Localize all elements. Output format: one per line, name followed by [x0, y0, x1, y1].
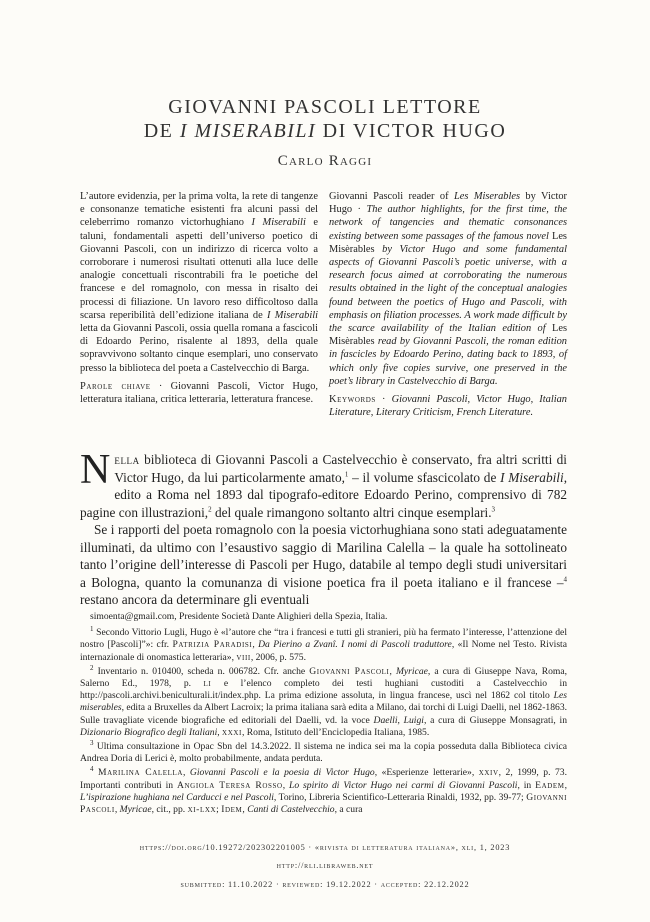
- footnote-ref-1[interactable]: 1: [344, 470, 349, 479]
- author-name: Carlo Raggi: [277, 153, 373, 169]
- abstract-english: [329, 190, 567, 419]
- abstract-italian-text: L’autore evidenzia, per la prima volta, la rete di tangenze e consonanze tematiche esistenti fra alcuni passi del celeberrimo romanzo victorhughiano I Miserabili e taluni, fondamentali aspetti dell’universo poetico di Giovanni Pascoli, con un indirizzo di ricerca volto a corroborare i numerosi risultati ottenuti alla luce delle analogie concettuali riscontrabili fra le poetiche del francese e del romagnolo, con messa in risalto dei processi di filiazione. Un lavoro reso difficoltoso dalla scarsa reperibilità dell’edizione italiana de I Miserabili letta da Giovanni Pascoli, ossia quella romana a fascicoli di Edoardo Perino, risalente al 1893, della quale sopravvivono soltanto cinque esemplari, uno conservato presso la biblioteca del poeta a Castelvecchio di Barga.: [80, 191, 319, 374]
- main-text: [80, 447, 568, 609]
- article-title-line1: GIOVANNI PASCOLI LETTORE: [168, 96, 482, 118]
- footnote-2: $^2$ Inventario n. 010400, scheda n. 006782. Cfr. anche Giovanni Pascoli, Myricae, a cura di Giuseppe Nava, Roma, Salerno Ed., 1978, p. li e l’elenco completo dei testi hughiani custoditi a Castelvecchio in http://pascoli.archivi.beniculturali.it/index.php. La prima edizione assoluta, in lingua francese, uscì nel 1862 col titolo Les miserables, edita a Bruxelles da Albert Lacroix; la prima italiana sarà edita a Milano, dai torchi di Luigi Daelli, nel 1862-1863. Sulle travagliate vicende biografiche ed editoriali del Daelli, vd. la voce Daelli, Luigi, a cura di Giuseppe Monsagrati, in Dizionario Biografico degli Italiani, xxxi, Roma, Istituto dell’Enciclopedia Italiana, 1985.: [80, 663, 568, 738]
- keywords-italian: Parole chiave · Giovanni Pascoli, Victor Hugo, letteratura italiana, critica letteraria, letteratura francese.: [80, 380, 319, 406]
- submission-dates: submitted: 11.10.2022 · reviewed: 19.12.2022 · accepted: 22.12.2022: [180, 880, 470, 889]
- footnote-1: $^1$ Secondo Vittorio Lugli, Hugo è «l’autore che “tra i francesi e tutti gli stranieri, più ha fermato l’interesse, l’attenzione del nostro [Pascoli]”»: cfr. Patrizia Paradisi, Da Pierino a Zvanî. I nomi di Pascoli traduttore, «Il Nome nel Testo. Rivista internazionale di onomastica letteraria», viii, 2006, p. 575.: [80, 625, 567, 663]
- footnote-3: $^3$ Ultima consultazione in Opac Sbn del 14.3.2022. Il sistema ne indica sei ma la copia posseduta dalla Biblioteca civica Andrea Doria di Lerici è, molto probabilmente, andata perduta.: [80, 738, 568, 765]
- author-affiliation: simoenta@gmail.com, Presidente Società Dante Alighieri della Spezia, Italia.: [90, 611, 388, 622]
- body-paragraph-2: Se i rapporti del poeta romagnolo con la poesia victorhughiana sono stati adeguatamente illuminati, da ultimo con l’esaustivo saggio di Marilina Calella – la quale ha sottolineato tanto l’origine dell’interesse di Pascoli per Hugo, databile al tempo degli studi universitari a Bologna, quanto la comunanza di visione poetica fra il poeta italiano e il francese –$^4$ restano ancora da determinare gli eventuali: [80, 522, 567, 607]
- article-title-line2: DE I MISERABILI DI VICTOR HUGO: [143, 120, 507, 142]
- abstract-english-text: Giovanni Pascoli reader of Les Miserables by Victor Hugo · The author highlights, for the first time, the network of tangencies and thematic consonances existing between some passages of the famous novel Les Misèrables by Victor Hugo and some fundamental aspects of Giovanni Pascoli’s poetic universe, with a research focus aimed at corroborating the numerous results obtained in the light of the conceptual analogies found between the poetics of Hugo and Pascoli, with emphasis on filiation processes. A work made difficult by the scarce availability of the Italian edition of Les Misèrables read by Giovanni Pascoli, the roman edition in fascicles by Edoardo Perino, dating back to 1893, of which only five copies survive, one preserved in the poet’s library in Castelvecchio di Barga.: [329, 191, 567, 387]
- journal-url[interactable]: http://rli.libraweb.net: [276, 861, 374, 870]
- drop-cap: N: [80, 447, 111, 493]
- body-paragraph-1: Nella biblioteca di Giovanni Pascoli a Castelvecchio è conservato, fra altri scritti di Victor Hugo, da lui particolarmente amato,$^1$ – il volume sfascicolato de I Miserabili, edito a Roma nel 1893 dal tipografo-editore Edoardo Perino, comprensivo di 782 pagine con illustrazioni,$^2$ del quale rimangono soltanto altri cinque esemplari.$^3$: [80, 447, 568, 520]
- footnotes: [80, 611, 567, 818]
- footnote-ref-2[interactable]: 2: [208, 505, 212, 514]
- keywords-english: Keywords · Giovanni Pascoli, Victor Hugo, Italian Literature, Literary Criticism, French Literature.: [329, 394, 567, 419]
- doi-line[interactable]: https://doi.org/10.19272/202302201005 · «rivista di letteratura italiana», xli, 1, 2023: [139, 843, 511, 852]
- footnote-ref-4[interactable]: 4: [563, 575, 567, 584]
- abstract-italian: [80, 190, 318, 406]
- footnote-4: $^4$ Marilina Calella, Giovanni Pascoli e la poesia di Victor Hugo, «Esperienze letterarie», xxiv, 2, 1999, p. 73. Importanti contributi in Angiola Teresa Rosso, Lo spirito di Victor Hugo nei carmi di Giovanni Pascoli, in Eadem, L’ispirazione hughiana nel Carducci e nel Pascoli, Torino, Libreria Scientifico-Letteraria Rinaldi, 1932, pp. 39-77; Giovanni Pascoli, Myricae, cit., pp. xi-lxx; Idem, Canti di Castelvecchio, a cura: [80, 765, 567, 816]
- footnote-ref-3[interactable]: 3: [491, 505, 496, 514]
